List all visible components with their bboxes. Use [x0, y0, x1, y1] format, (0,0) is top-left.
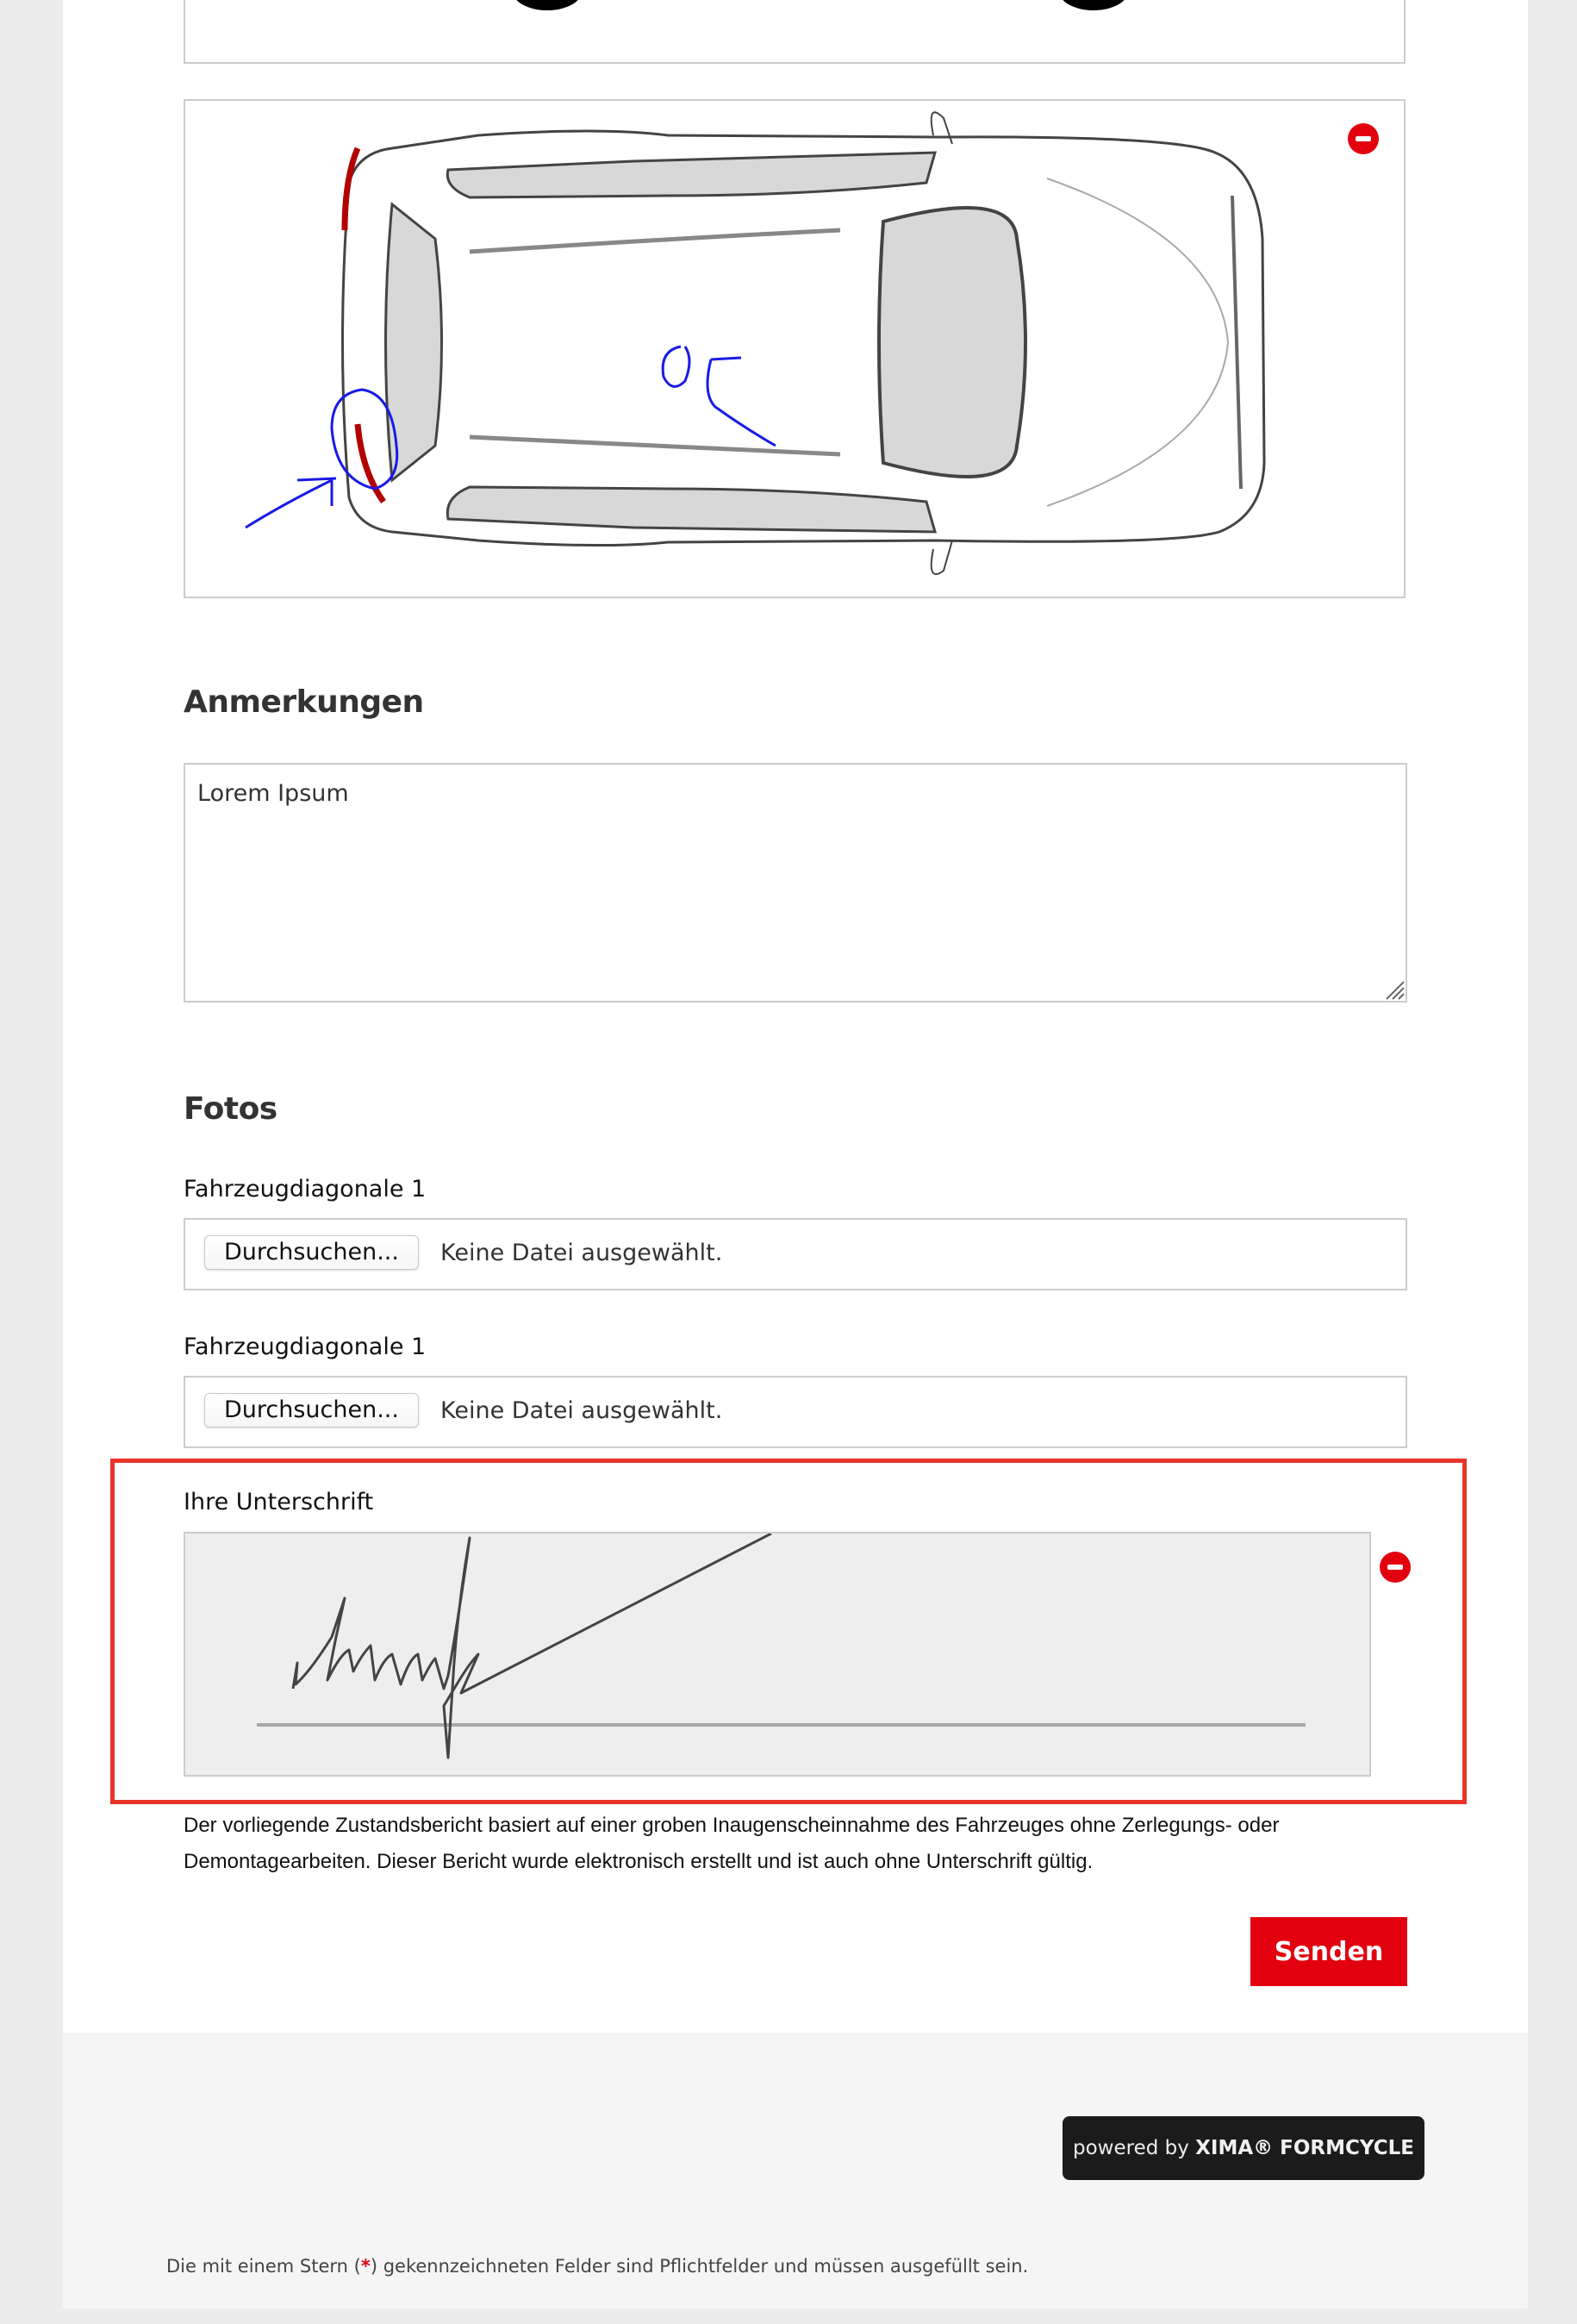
- car-side-view-icon: [185, 0, 1404, 62]
- clear-signature-icon[interactable]: [1380, 1552, 1411, 1583]
- file-upload-field: [184, 1376, 1407, 1448]
- required-note-text-end: ) gekennzeichneten Felder sind Pflichtfelder und müssen ausgefüllt sein.: [370, 2256, 1029, 2277]
- photo-field-label: Fahrzeugdiagonale 1: [184, 1334, 427, 1360]
- remarks-textarea[interactable]: [184, 763, 1407, 1003]
- powered-by-prefix: powered by: [1073, 2137, 1196, 2159]
- damage-mark: [358, 424, 383, 502]
- file-status: Keine Datei ausgewählt.: [440, 1240, 723, 1266]
- required-star-icon: *: [360, 2256, 371, 2277]
- powered-by-brand: XIMA® FORMCYCLE: [1195, 2137, 1414, 2159]
- signature-pad[interactable]: [184, 1532, 1371, 1777]
- remove-drawing-icon[interactable]: [1348, 123, 1379, 154]
- car-side-diagram-panel[interactable]: [184, 0, 1406, 64]
- car-top-view-icon: [185, 101, 1404, 597]
- disclaimer-line-2: Demontagearbeiten. Dieser Bericht wurde elektronisch erstellt und ist auch ohne Unterschrift gültig.: [184, 1850, 1094, 1873]
- submit-button[interactable]: Senden: [1250, 1917, 1407, 1986]
- remarks-heading: Anmerkungen: [184, 684, 424, 720]
- remarks-field-wrapper: [184, 763, 1407, 1003]
- photo-field-label: Fahrzeugdiagonale 1: [184, 1176, 427, 1203]
- damage-mark: [345, 148, 358, 230]
- powered-by-badge[interactable]: [1063, 2116, 1424, 2180]
- signature-drawing: [185, 1534, 1369, 1775]
- required-fields-note: [166, 2256, 1028, 2277]
- browse-button[interactable]: Durchsuchen...: [204, 1235, 419, 1270]
- disclaimer-line-1: Der vorliegende Zustandsbericht basiert auf einer groben Inaugenscheinnahme des Fahrzeuges ohne Zerlegungs- oder: [184, 1814, 1280, 1837]
- resize-handle-icon[interactable]: [1383, 978, 1406, 1001]
- photos-heading: Fotos: [184, 1091, 277, 1127]
- required-note-text: Die mit einem Stern (: [166, 2256, 361, 2277]
- file-upload-field: [184, 1218, 1407, 1290]
- car-top-diagram-panel[interactable]: [184, 99, 1406, 598]
- file-status: Keine Datei ausgewählt.: [440, 1397, 723, 1424]
- signature-label: Ihre Unterschrift: [184, 1489, 374, 1515]
- browse-button[interactable]: Durchsuchen...: [204, 1393, 419, 1428]
